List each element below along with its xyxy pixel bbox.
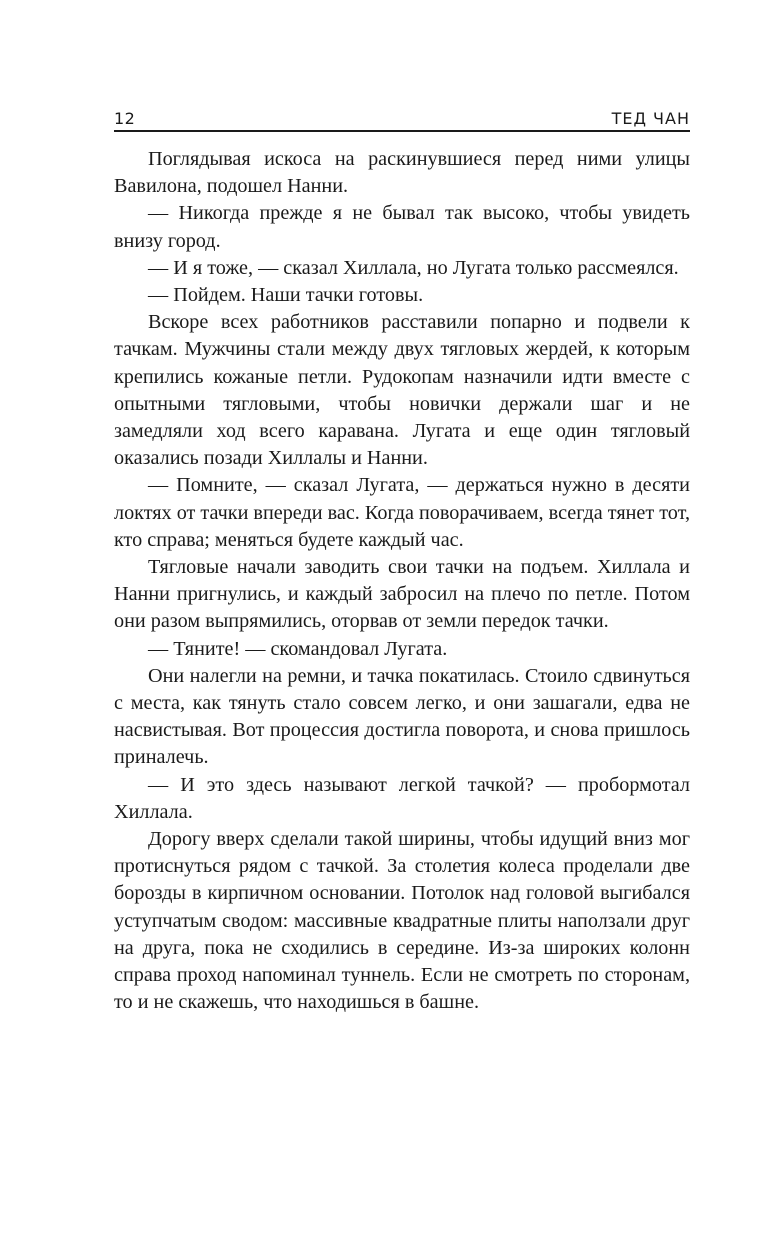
page-number: 12 (114, 109, 136, 128)
paragraph: Тягловые начали заводить свои тачки на подъем. Хиллала и Нанни пригнулись, и каждый забросил на плечо по петле. Потом они разом выпрямились, оторвав от земли передок тачки. (114, 556, 690, 633)
paragraph: — И я тоже, — сказал Хиллала, но Лугата только рассмеялся. (148, 256, 679, 279)
paragraph: — Помните, — сказал Лугата, — держаться нужно в десяти локтях от тачки впереди вас. Когда поворачиваем, всегда тянет тот, кто справа; меняться будете каждый час. (114, 474, 690, 551)
paragraph: Вскоре всех работников расставили попарно и подвели к тачкам. Мужчины стали между двух тягловых жердей, к которым крепились кожаные петли. Рудокопам назначили идти вместе с опытными тягловыми, чтобы новички держали шаг и не замедляли ход всего каравана. Лугата и еще один тягловый оказались позади Хиллалы и Нанни. (114, 311, 690, 470)
paragraph: — Никогда прежде я не бывал так высоко, чтобы увидеть внизу город. (114, 202, 690, 252)
paragraph: Они налегли на ремни, и тачка покатилась. Стоило сдвинуться с места, как тянуть стало совсем легко, и они зашагали, едва не насвистывая. Вот процессия достигла поворота, и снова пришлось приналечь. (114, 664, 690, 769)
running-header (114, 100, 690, 132)
paragraph: — И это здесь называют легкой тачкой? — пробормотал Хиллала. (114, 773, 690, 823)
book-page (114, 100, 690, 1017)
paragraph: — Тяните! — скомандовал Лугата. (148, 637, 448, 660)
body-text (114, 146, 690, 1017)
paragraph: Дорогу вверх сделали такой ширины, чтобы идущий вниз мог протиснуться рядом с тачкой. За столетия колеса проделали две борозды в кирпичном основании. Потолок над головой выгибался уступчатым сводом: массивные квадратные плиты наползали друг на друга, пока не сходились в середине. Из-за широких колонн справа проход напоминал туннель. Если не смотреть по сторонам, то и не скажешь, что находишься в башне. (114, 828, 690, 1014)
paragraph: — Пойдем. Наши тачки готовы. (148, 284, 424, 307)
paragraph: Поглядывая искоса на раскинувшиеся перед ними улицы Вавилона, подошел Нанни. (114, 148, 690, 198)
author-name: ТЕД ЧАН (611, 109, 690, 128)
